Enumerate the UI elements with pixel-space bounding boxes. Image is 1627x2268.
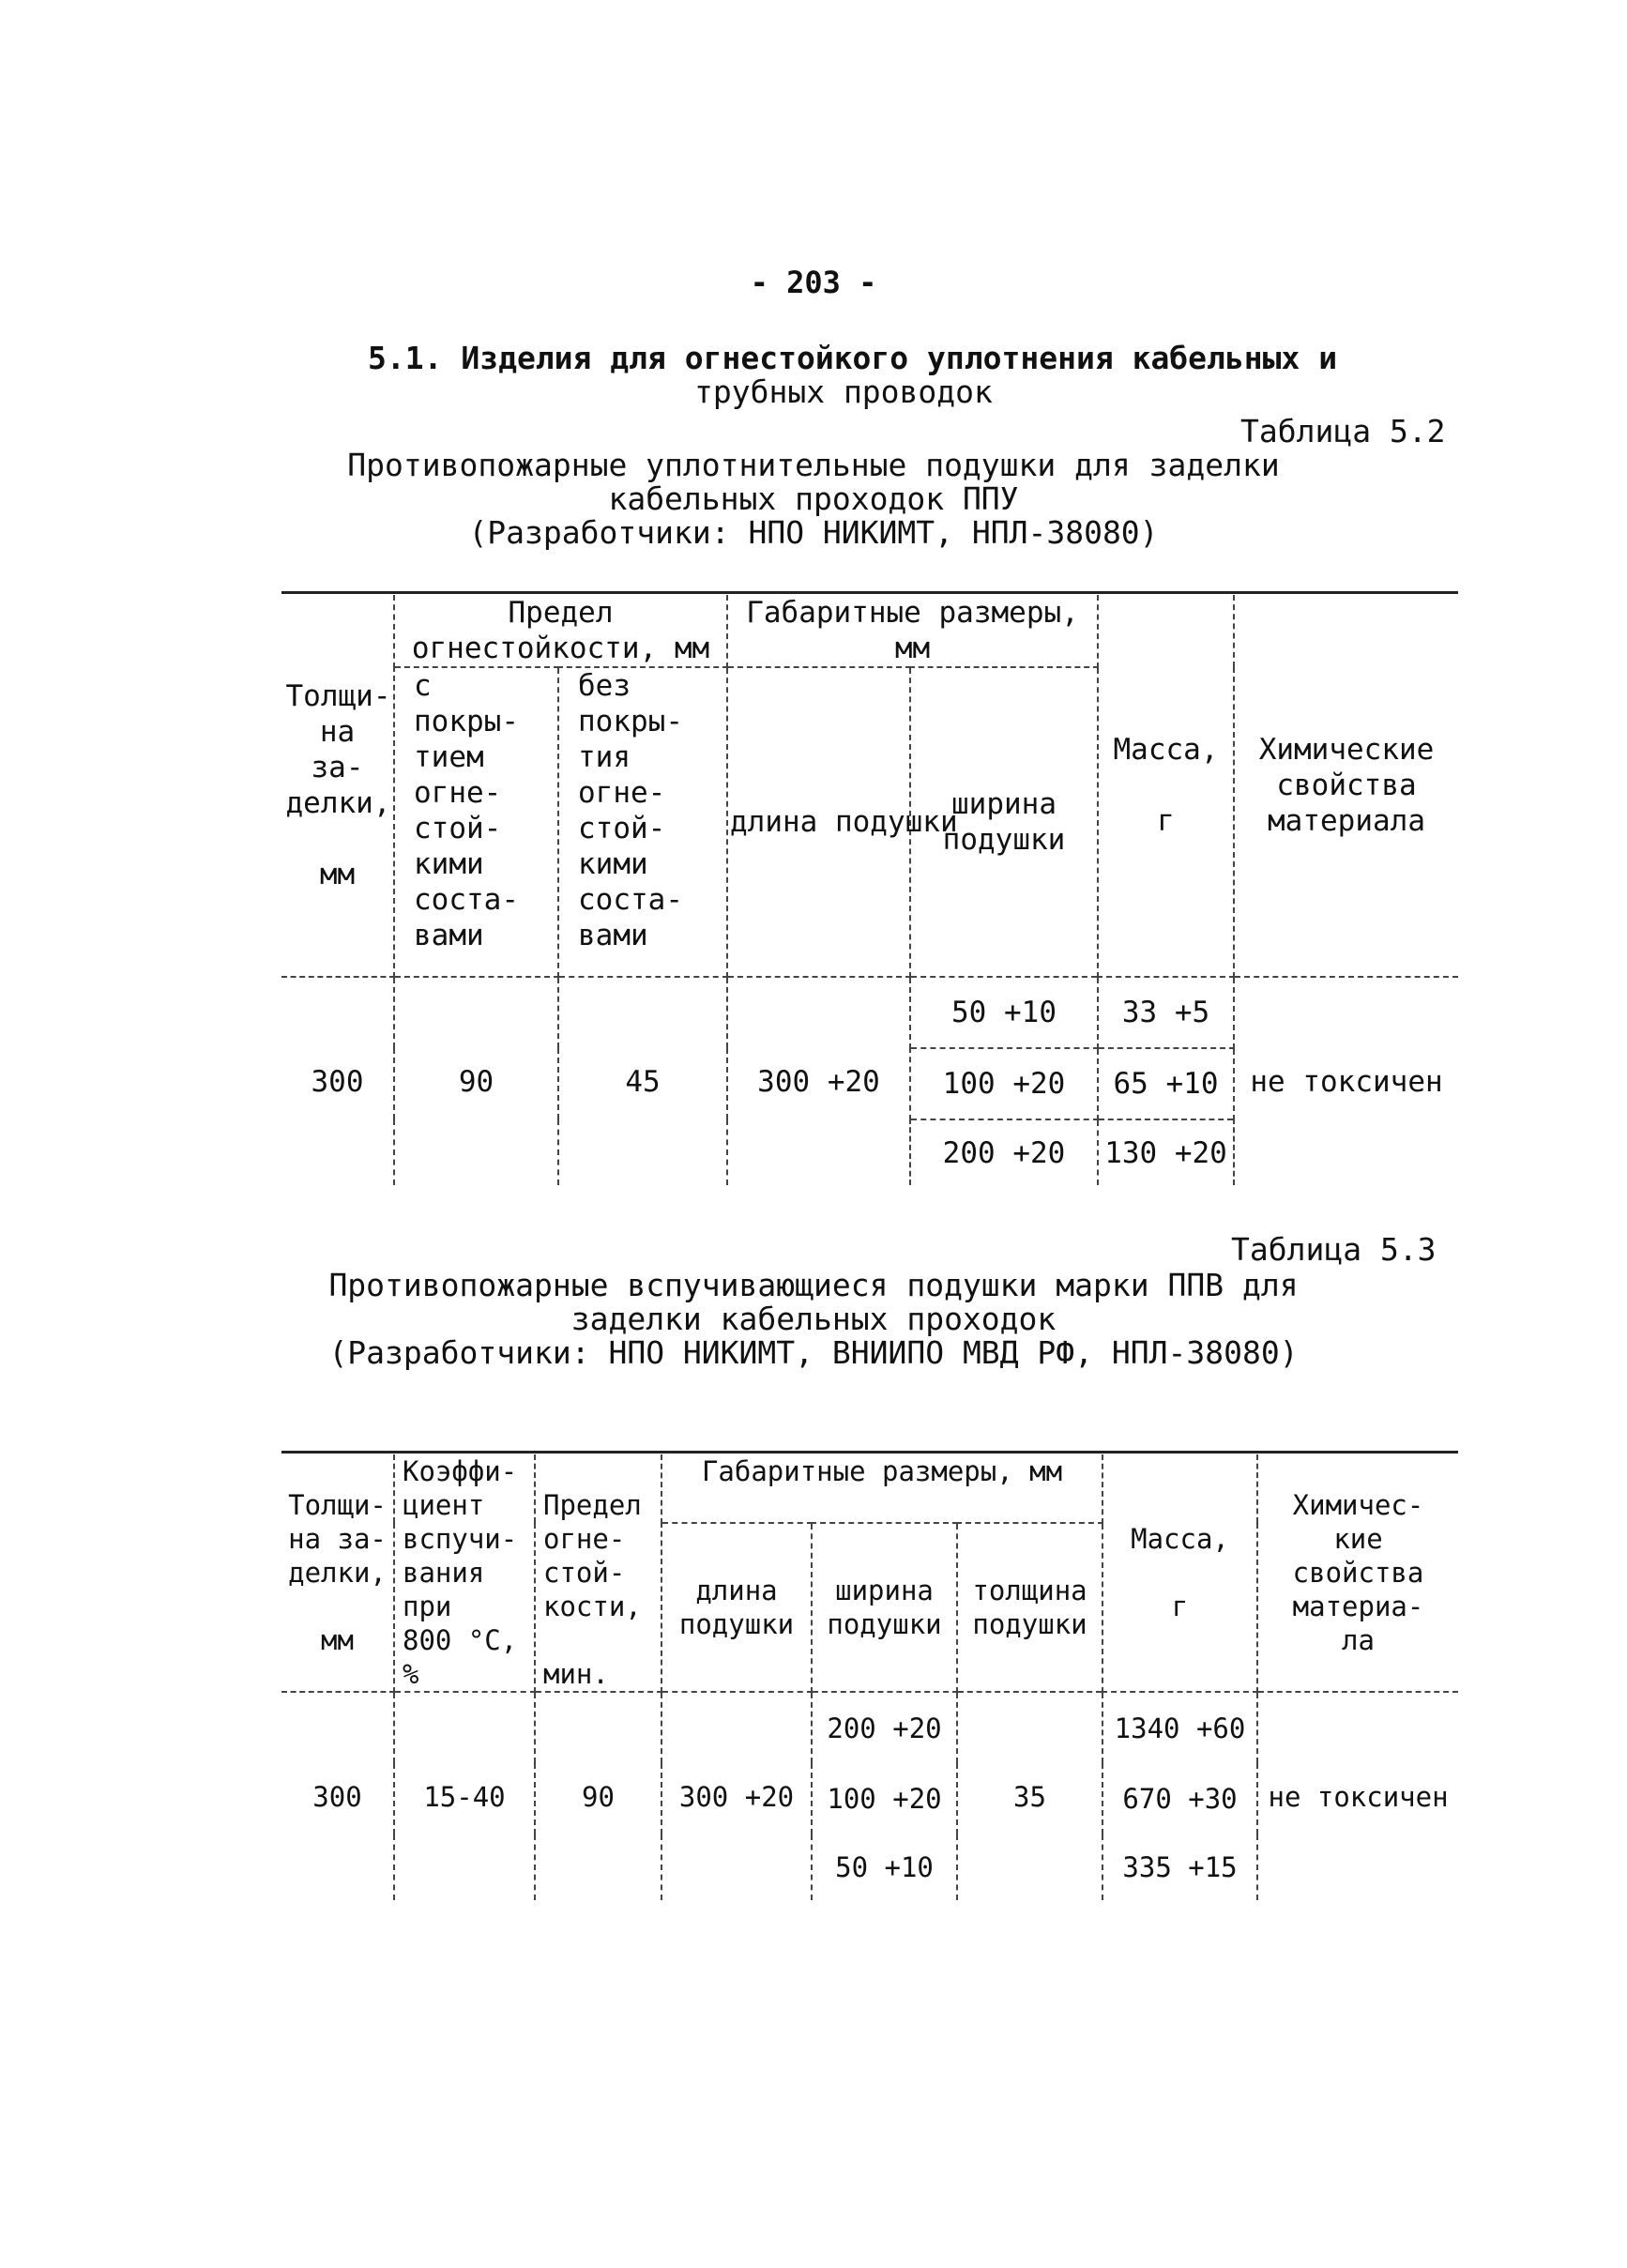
table-5-2 <box>281 595 1458 1185</box>
header-fire-limit: Предел огнестойкости, мм <box>394 595 727 667</box>
cell-width: 200 +20 <box>812 1692 957 1763</box>
caption-line: Противопожарные уплотнительные подушки для заделки <box>347 447 1280 483</box>
header-dimensions: Габаритные размеры, мм <box>661 1454 1102 1523</box>
table-5-2-top-rule <box>281 591 1458 594</box>
cell-width: 200 +20 <box>910 1119 1098 1185</box>
table-5-2-caption <box>0 449 1627 550</box>
cell-width: 100 +20 <box>812 1763 957 1834</box>
table-5-3-top-rule <box>281 1451 1458 1454</box>
header-thickness: Толщи-на за-делки, мм <box>281 1454 394 1692</box>
cell-coefficient: 15-40 <box>394 1692 535 1900</box>
cell-mass: 130 +20 <box>1098 1119 1234 1185</box>
table-5-3 <box>281 1454 1458 1900</box>
cell-width: 100 +20 <box>910 1048 1098 1119</box>
header-chemical: Химические свойства материала <box>1234 595 1458 977</box>
header-width: ширина подушки <box>812 1523 957 1692</box>
caption-line: кабельных проходок ППУ <box>608 480 1019 517</box>
cell-mass: 65 +10 <box>1098 1048 1234 1119</box>
page-number: - 203 - <box>750 265 877 300</box>
caption-line: заделки кабельных проходок <box>570 1301 1057 1337</box>
header-mass: Масса, г <box>1102 1454 1257 1692</box>
cell-mass: 33 +5 <box>1098 977 1234 1048</box>
header-thickness-pad: толщина подушки <box>957 1523 1102 1692</box>
header-without-coating: без покры- тия огне- стой- кими соста- вами <box>558 667 727 977</box>
cell-length: 300 +20 <box>727 977 910 1185</box>
caption-line: Противопожарные вспучивающиеся подушки марки ППВ для <box>328 1267 1299 1303</box>
header-limit: Предел огне- стой- кости, мин. <box>535 1454 661 1692</box>
cell-mass: 335 +15 <box>1102 1834 1257 1900</box>
cell-chemical: не токсичен <box>1257 1692 1458 1900</box>
cell-length: 300 +20 <box>661 1692 812 1900</box>
header-length: длина подушки <box>661 1523 812 1692</box>
cell-mass: 670 +30 <box>1102 1763 1257 1834</box>
section-heading: 5.1. Изделия для огнестойкого уплотнения кабельных и <box>368 340 1338 376</box>
table-5-3-number: Таблица 5.3 <box>1231 1231 1437 1268</box>
cell-thickness: 300 <box>281 1692 394 1900</box>
cell-mass: 1340 +60 <box>1102 1692 1257 1763</box>
header-mass: Масса, г <box>1098 595 1234 977</box>
header-thickness: Толщи-на за-делки, мм <box>281 595 394 977</box>
cell-pad-thickness: 35 <box>957 1692 1102 1900</box>
header-length: длина подушки <box>727 667 910 977</box>
cell-chemical: не токсичен <box>1234 977 1458 1185</box>
header-dimensions: Габаритные размеры, мм <box>727 595 1098 667</box>
cell-with-coating: 90 <box>394 977 558 1185</box>
cell-thickness: 300 <box>281 977 394 1185</box>
cell-width: 50 +10 <box>910 977 1098 1048</box>
caption-line: (Разработчики: НПО НИКИМТ, НПЛ-38080) <box>468 514 1159 551</box>
header-width: ширина подушки <box>910 667 1098 977</box>
table-5-2-number: Таблица 5.2 <box>1240 413 1446 449</box>
section-heading-continued: трубных проводок <box>694 373 993 410</box>
header-with-coating: с покры- тием огне- стой- кими соста- вами <box>394 667 558 977</box>
cell-width: 50 +10 <box>812 1834 957 1900</box>
header-coefficient: Коэффи- циент вспучи- вания при 800 °С, % <box>394 1454 535 1692</box>
cell-limit: 90 <box>535 1692 661 1900</box>
header-chemical: Химичес- кие свойства материа- ла <box>1257 1454 1458 1692</box>
cell-without-coating: 45 <box>558 977 727 1185</box>
caption-line: (Разработчики: НПО НИКИМТ, ВНИИПО МВД РФ, НПЛ-38080) <box>328 1334 1299 1371</box>
table-5-3-caption <box>0 1269 1627 1370</box>
